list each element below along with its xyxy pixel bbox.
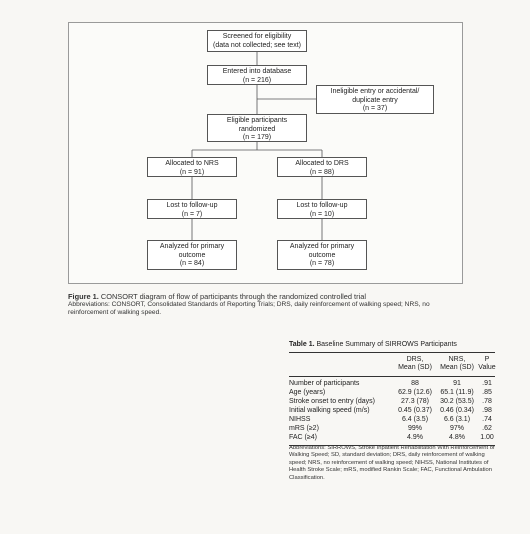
table-row: [289, 398, 495, 407]
table-title: [289, 341, 457, 348]
header-p-value: P Value: [478, 356, 496, 371]
table-abbreviations: Abbreviations: SIRROWS, Stroke Inpatient Rehabilitation With Reinforcement of Walking Speed; SD, standard deviation; DRS, daily reinforcement of walking speed; NRS, no reinforcement of walking speed; NIHSS, National Institutes of Health Stroke Scale; mRS, modified Rankin Scale; FAC, Functional Ambulation Classification.: [289, 445, 495, 481]
figure-abbreviations: Abbreviations: CONSORT, Consolidated Standards of Reporting Trials; DRS, daily reinforcement of walking speed; NRS, no reinforcement of walking speed.: [68, 301, 430, 316]
randomized-box: Eligible participants randomized (n = 179): [207, 114, 307, 142]
row-value: .74: [482, 416, 492, 423]
table-top-rule: [289, 352, 495, 353]
row-label: Initial walking speed (m/s): [289, 407, 370, 414]
row-label: mRS (≥2): [289, 425, 319, 432]
row-value: .62: [482, 425, 492, 432]
table-row: [289, 407, 495, 416]
figure-caption: [68, 293, 468, 317]
row-value: 4.8%: [449, 434, 465, 441]
table-row: [289, 425, 495, 434]
table-label: Table 1.: [289, 341, 315, 348]
table-header-rule: [289, 376, 495, 377]
allocated-drs-box: Allocated to DRS (n = 88): [277, 157, 367, 177]
row-value: 6.6 (3.1): [443, 416, 471, 423]
row-label: Age (years): [289, 389, 326, 396]
row-value: 62.9 (12.6): [398, 389, 432, 396]
table-row: [289, 389, 495, 398]
row-value: .85: [482, 389, 492, 396]
table-header-row: [289, 356, 495, 376]
analyzed-nrs-box: Analyzed for primary outcome (n = 84): [147, 240, 237, 270]
row-value: .98: [482, 407, 492, 414]
table-body: [289, 380, 495, 443]
table-row: [289, 434, 495, 443]
row-value: .78: [482, 398, 492, 405]
row-value: 27.3 (78): [400, 398, 430, 405]
figure-caption-title: [68, 293, 468, 301]
lost-nrs-box: Lost to follow-up (n = 7): [147, 199, 237, 219]
row-value: 0.45 (0.37): [398, 407, 432, 414]
allocated-nrs-box: Allocated to NRS (n = 91): [147, 157, 237, 177]
row-value: 97%: [449, 425, 464, 432]
lost-drs-box: Lost to follow-up (n = 10): [277, 199, 367, 219]
row-value: 1.00: [480, 434, 494, 441]
ineligible-box: Ineligible entry or accidental/ duplicate entry (n = 37): [316, 85, 434, 114]
row-label: NIHSS: [289, 416, 311, 423]
row-value: 88: [411, 380, 419, 387]
table-row: [289, 380, 495, 389]
row-value: 65.1 (11.9): [440, 389, 474, 396]
row-value: .91: [482, 380, 492, 387]
row-value: 91: [453, 380, 461, 387]
row-label: Number of participants: [289, 380, 360, 387]
row-label: FAC (≥4): [289, 434, 317, 441]
figure-label: Figure 1.: [68, 292, 99, 301]
row-value: 4.9%: [407, 434, 423, 441]
database-box: Entered into database (n = 216): [207, 65, 307, 85]
row-value: 0.46 (0.34): [440, 407, 474, 414]
header-nrs: NRS, Mean (SD): [440, 356, 474, 371]
baseline-table: [289, 352, 495, 446]
figure-title: CONSORT diagram of flow of participants through the randomized controlled trial: [100, 292, 366, 301]
row-label: Stroke onset to entry (days): [289, 398, 375, 405]
table-row: [289, 416, 495, 425]
analyzed-drs-box: Analyzed for primary outcome (n = 78): [277, 240, 367, 270]
header-drs: DRS, Mean (SD): [398, 356, 432, 371]
row-value: 6.4 (3.5): [401, 416, 429, 423]
row-value: 99%: [407, 425, 422, 432]
row-value: 30.2 (53.5): [440, 398, 474, 405]
screened-box: Screened for eligibility (data not collected; see text): [207, 30, 307, 52]
table-title-text: Baseline Summary of SIRROWS Participants: [316, 341, 457, 348]
